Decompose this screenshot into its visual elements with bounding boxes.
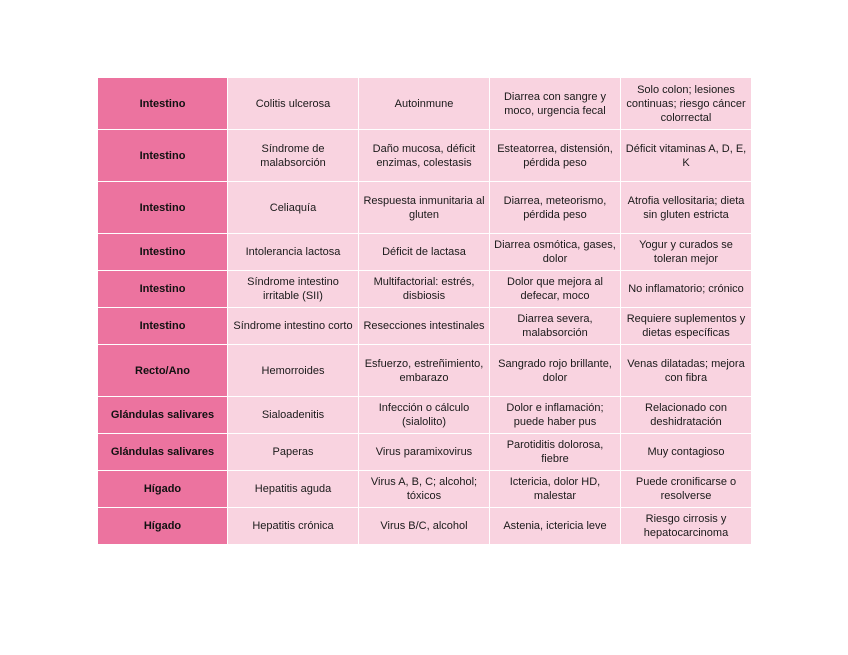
cause-cell: Autoinmune (359, 78, 490, 130)
table-body (98, 78, 752, 545)
symptoms-cell: Diarrea severa, malabsorción (490, 308, 621, 345)
notes-cell: Solo colon; lesiones continuas; riesgo cáncer colorrectal (621, 78, 752, 130)
table-row (98, 434, 752, 471)
organ-cell: Recto/Ano (98, 345, 228, 397)
cause-cell: Infección o cálculo (sialolito) (359, 397, 490, 434)
organ-cell: Glándulas salivares (98, 397, 228, 434)
table-row (98, 345, 752, 397)
cause-cell: Respuesta inmunitaria al gluten (359, 182, 490, 234)
table-row (98, 397, 752, 434)
notes-cell: Puede cronificarse o resolverse (621, 471, 752, 508)
table-row (98, 78, 752, 130)
symptoms-cell: Astenia, ictericia leve (490, 508, 621, 545)
notes-cell: Déficit vitaminas A, D, E, K (621, 130, 752, 182)
table-row (98, 182, 752, 234)
table-row (98, 130, 752, 182)
cause-cell: Déficit de lactasa (359, 234, 490, 271)
symptoms-cell: Diarrea, meteorismo, pérdida peso (490, 182, 621, 234)
organ-cell: Intestino (98, 308, 228, 345)
symptoms-cell: Diarrea con sangre y moco, urgencia fecal (490, 78, 621, 130)
disease-cell: Hemorroides (228, 345, 359, 397)
organ-cell: Intestino (98, 130, 228, 182)
organ-cell: Glándulas salivares (98, 434, 228, 471)
disease-cell: Síndrome de malabsorción (228, 130, 359, 182)
pathology-table (97, 77, 752, 545)
cause-cell: Virus paramixovirus (359, 434, 490, 471)
table-row (98, 308, 752, 345)
table-row (98, 471, 752, 508)
table-row (98, 508, 752, 545)
notes-cell: Requiere suplementos y dietas específicas (621, 308, 752, 345)
disease-cell: Síndrome intestino corto (228, 308, 359, 345)
cause-cell: Daño mucosa, déficit enzimas, colestasis (359, 130, 490, 182)
organ-cell: Intestino (98, 234, 228, 271)
organ-cell: Hígado (98, 508, 228, 545)
organ-cell: Intestino (98, 182, 228, 234)
disease-cell: Intolerancia lactosa (228, 234, 359, 271)
organ-cell: Hígado (98, 471, 228, 508)
cause-cell: Virus A, B, C; alcohol; tóxicos (359, 471, 490, 508)
organ-cell: Intestino (98, 78, 228, 130)
disease-cell: Celiaquía (228, 182, 359, 234)
disease-cell: Hepatitis crónica (228, 508, 359, 545)
notes-cell: Muy contagioso (621, 434, 752, 471)
symptoms-cell: Dolor e inflamación; puede haber pus (490, 397, 621, 434)
disease-cell: Paperas (228, 434, 359, 471)
cause-cell: Resecciones intestinales (359, 308, 490, 345)
notes-cell: Relacionado con deshidratación (621, 397, 752, 434)
symptoms-cell: Sangrado rojo brillante, dolor (490, 345, 621, 397)
disease-cell: Colitis ulcerosa (228, 78, 359, 130)
symptoms-cell: Esteatorrea, distensión, pérdida peso (490, 130, 621, 182)
disease-cell: Síndrome intestino irritable (SII) (228, 271, 359, 308)
table-row (98, 271, 752, 308)
notes-cell: Venas dilatadas; mejora con fibra (621, 345, 752, 397)
symptoms-cell: Ictericia, dolor HD, malestar (490, 471, 621, 508)
notes-cell: No inflamatorio; crónico (621, 271, 752, 308)
cause-cell: Multifactorial: estrés, disbiosis (359, 271, 490, 308)
symptoms-cell: Parotiditis dolorosa, fiebre (490, 434, 621, 471)
symptoms-cell: Dolor que mejora al defecar, moco (490, 271, 621, 308)
notes-cell: Riesgo cirrosis y hepatocarcinoma (621, 508, 752, 545)
notes-cell: Atrofia vellositaria; dieta sin gluten estricta (621, 182, 752, 234)
cause-cell: Virus B/C, alcohol (359, 508, 490, 545)
disease-cell: Hepatitis aguda (228, 471, 359, 508)
cause-cell: Esfuerzo, estreñimiento, embarazo (359, 345, 490, 397)
organ-cell: Intestino (98, 271, 228, 308)
disease-cell: Sialoadenitis (228, 397, 359, 434)
symptoms-cell: Diarrea osmótica, gases, dolor (490, 234, 621, 271)
table-row (98, 234, 752, 271)
notes-cell: Yogur y curados se toleran mejor (621, 234, 752, 271)
